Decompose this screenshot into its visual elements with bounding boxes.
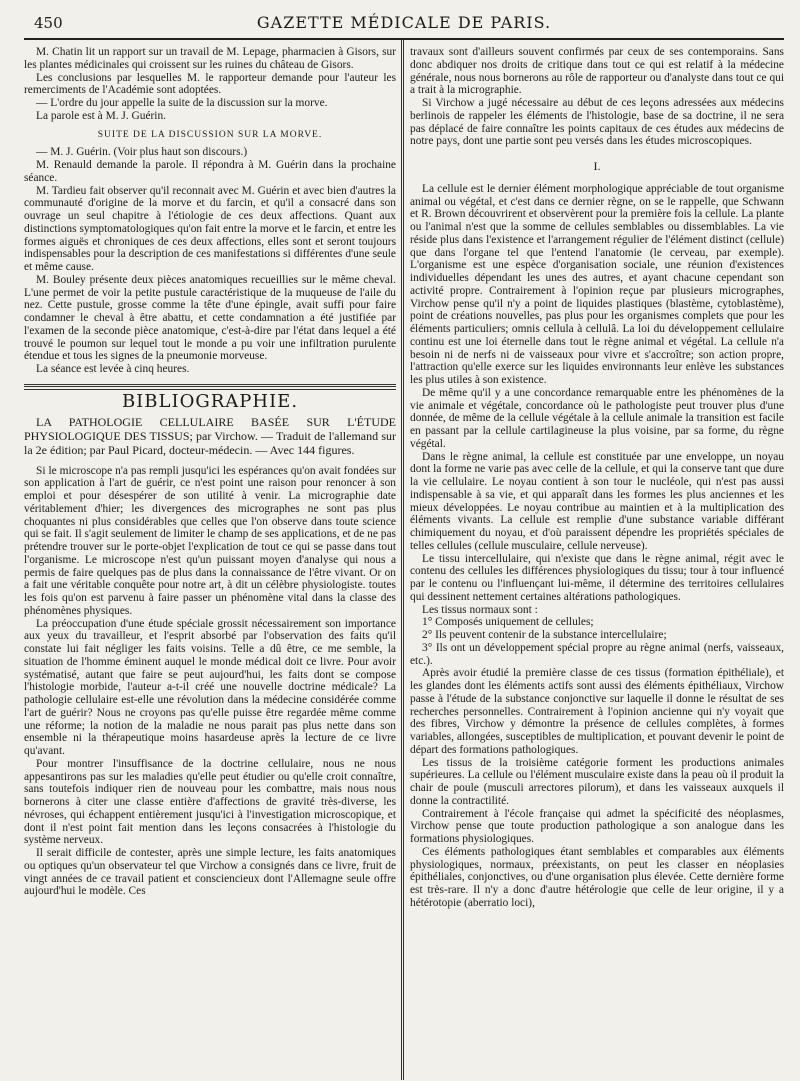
section-heading: SUITE DE LA DISCUSSION SUR LA MORVE.: [97, 129, 323, 140]
list-item: 3° Ils ont un développement spécial propre au règne animal (nerfs, vaisseaux, etc.).: [410, 641, 784, 667]
paragraph: Ces éléments pathologiques étant semblables et comparables aux éléments physiologiques, normaux, préexistants, on peut les classer en néoplasies épithéliales, conjonctives, ou d'une organisation plus élevée. Cette dernière forme est très-rare. Il n'y a donc d'autre hétérologie que celle de leur origine, il y a hétérotopie (aberratio loci),: [410, 845, 784, 909]
rule: [24, 389, 396, 390]
paragraph: Il serait difficile de contester, après une simple lecture, les faits anatomiques ou optiques qu'un observateur tel que Virchow a consignés dans ce livre, fruit de vingt années de ce travail patient et consciencieux dont l'Allemagne seule offre aujourd'hui le modèle. Ces: [24, 847, 396, 898]
paragraph: Les conclusions par lesquelles M. le rapporteur demande pour l'auteur les remerciments de l'Académie sont adoptées.: [24, 71, 396, 97]
column-divider: [401, 40, 404, 1080]
paragraph: Les tissus normaux sont :: [422, 603, 538, 616]
right-column: [410, 46, 784, 910]
paragraph: Si le microscope n'a pas rempli jusqu'ici les espérances qu'on avait fondées sur son application à l'art de guérir, ce n'est point une raison pour renoncer à son emploi et pour désespérer de son utilité à venir. La micrographie date véritablement d'hier; les divergences des micrographes ne sont pas plus choquantes ni plus considérables que celles que l'on observe dans toute science qui se fait. Il s'agit seulement de limiter le champ de ses applications, et de ne pas prétendre trouver sur le porte-objet l'explication de tout ce qui se passe dans tout l'organisme. Le microscope n'est qu'un puissant moyen d'analyse qui nous a permis de faire quelques pas de plus dans la connaissance de l'être vivant. Or on a fait une véritable conquête pour notre art, à dit un célèbre physiologiste. toutes les fois qu'on est parvenu à faire passer un phénomène vital dans la classe des phénomènes physiques.: [24, 464, 396, 617]
paragraph: De même qu'il y a une concordance remarquable entre les phénomènes de la vie animale et végétale, concordance où le pathologiste peut trouver plus d'une donnée, de même de la cellule végétale à la cellule animale la transition est facile en passant par la cellule cartilagineuse la plus voisine, par sa forme, du règne végétal.: [410, 386, 784, 450]
paragraph: La séance est levée à cinq heures.: [36, 363, 190, 375]
paragraph: Si Virchow a jugé nécessaire au début de ces leçons adressées aux médecins berlinois de rappeler les éléments de l'histologie, base de sa doctrine, il ne sera pas déplacé de faire connaître les points capitaux de ces études aux médecins de notre pays, dont une partie sont peu versés dans les études microscopiques.: [410, 97, 784, 148]
paragraph: Le tissu intercellulaire, qui n'existe que dans le règne animal, régit avec le contenu des cellules les différences physiologiques du tissu; tour à tour influencé par le contenu ou l'influençant lui-même, il détermine des territoires cellulaires qui dessinent nettement certaines altérations pathologiques.: [410, 552, 784, 603]
page-header: [24, 12, 784, 40]
paragraph: Les tissus de la troisième catégorie forment les productions animales supérieures. La cellule ou l'élément musculaire existe dans la peau où il produit la chair de poule (musculi arrectores pilorum), et dans les vaisseaux auxquels il donne la contractilité.: [410, 756, 784, 807]
paragraph: Après avoir étudié la première classe de ces tissus (formation épithéliale), et les glandes dont les éléments actifs sont aussi des éléments épithéliaux, Virchow passe à l'étude de la substance conjonctive sur laquelle il donne le résultat de ses recherches personnelles. Contrairement à l'opinion ancienne qui n'y voyait que des fibres, Virchow y démontre la présence de cellules complètes, à formes variables, allongées, susceptibles de multiplication, et pouvant devenir le point de départ des formations pathologiques.: [410, 667, 784, 756]
journal-title: GAZETTE MÉDICALE DE PARIS.: [256, 13, 552, 32]
paragraph: M. Chatin lit un rapport sur un travail de M. Lepage, pharmacien à Gisors, sur les plantes médicinales qui croissent sur les ruines du château de Gisors.: [24, 46, 396, 71]
paragraph: M. Tardieu fait observer qu'il reconnait avec M. Guérin et avec bien d'autres la communauté d'origine de la morve et du farcin, et qu'il a consacré dans son ouvrage un seul chapitre à l'étiologie de ces deux affections. Quant aux distinctions symptomatologiques qu'on fait entre la morve et le farcin, et entre les formes aiguës et chroniques de ces deux affections, elles sont et seront toujours indispensables pour la description de ces manifestations si différentes d'une seule et même cause.: [24, 184, 396, 273]
paragraph: — M. J. Guérin. (Voir plus haut son discours.): [36, 146, 248, 159]
paragraph: La parole est à M. J. Guérin.: [36, 109, 167, 122]
book-reference: LA PATHOLOGIE CELLULAIRE BASÉE SUR L'ÉTUDE PHYSIOLOGIQUE DES TISSUS; par Virchow. — Traduit de l'allemand sur la 2e édition; par Paul Picard, docteur-médecin. — Avec 144 figures.: [24, 414, 396, 457]
left-column: [24, 46, 396, 898]
paragraph: Dans le règne animal, la cellule est constituée par une enveloppe, un noyau dont la forme ne varie pas avec celle de la cellule, et qui la conserve tant que dure la vie cellulaire. Le noyau contient à son tour le nucléole, qui n'est pas aussi indispensable à sa vie, et qui apparaît dans les formes les plus anciennes et les mieux développées. Le noyau contribue au maintien et à la multiplication des éléments vivants. La cellule est remplie d'une substance variable différant chimiquement du noyau, et d'où paraissent dépendre les propriétés spéciales de telles cellules (cellule musculaire, cellule nerveuse).: [410, 450, 784, 552]
paragraph: M. Renauld demande la parole. Il répondra à M. Guérin dans la prochaine séance.: [24, 159, 396, 184]
paragraph: travaux sont d'ailleurs souvent confirmés par ceux de ses contemporains. Sans donc abdiquer nos droits de critique dans tout ce qui est relatif à la médecine générale, nous nous bornerons au rôle de rapporteur ou d'analyste dans tout ce qui a trait à la micrographie.: [410, 46, 784, 97]
list-item: 2° Ils peuvent contenir de la substance intercellulaire;: [422, 629, 667, 641]
paragraph: Pour montrer l'insuffisance de la doctrine cellulaire, nous ne nous appesantirons pas sur les maladies qu'elle peut étudier ou qu'elle croit connaître, sans toutefois indiquer rien de nouveau pour les combattre, mais nous nous bornerons à citer une classe entière d'affections de gravité très-diverse, les névroses, qui échappent entièrement jusqu'ici à l'investigation microscopique, et dont il n'est point fait mention dans les leçons consacrées à l'histologie du système nerveux.: [24, 757, 396, 847]
paragraph: La préoccupation d'une étude spéciale grossit nécessairement son importance aux yeux du travailleur, et l'esprit absorbé par l'observation des faits qu'il constate lui fait négliger les faits voisins. Telle a dû être, ce me semble, la situation de l'homme éminent auquel le monde médical doit ce livre. Pour avoir systématisé, autant que faire se peut aujourd'hui, les faits dont se compose l'histologie morbide, l'auteur a-t-il créé une nouvelle doctrine médicale? La pathologie cellulaire est-elle une révolution dans la médecine considérée comme l'art de guérir? Nous ne croyons pas qu'elle puisse être regardée même comme une réforme; la notion de la maladie ne nous parait pas plus nette dans son ensemble ni la thérapeutique moins hasardeuse après la lecture de ce livre qu'avant.: [24, 617, 396, 757]
list-item: 1° Composés uniquement de cellules;: [422, 616, 594, 629]
paragraph: Contrairement à l'école française qui admet la spécificité des néoplasmes, Virchow pense que toute production pathologique a son analogue dans les formations physiologiques.: [410, 807, 784, 845]
bibliography-heading: BIBLIOGRAPHIE.: [121, 390, 299, 412]
paragraph: La cellule est le dernier élément morphologique appréciable de tout organisme animal ou végétal, et c'est dans ce dernier règne, on se le rappelle, que Schwann et R. Brown découvrirent et observèrent pour la première fois la cellule. La plante ou l'animal n'est que la somme de cellules semblables ou dissemblables. La vie réside plus dans l'existence et l'arrangement régulier de l'élément distinct (cellule) que dans l'organe tel que l'entend l'anatomie (le cerveau, par exemple). L'organisme est une espèce d'organisation sociale, une réunion d'existences individuelles dépendant les unes des autres, et ayant chacune cependant son activité propre. Contrairement à l'opinion reçue par plusieurs micrographes, Virchow pense qu'il n'y a point de liquides plastiques (blastème, cytoblastème), point de créations nouvelles, pas plus pour les organismes complets que pour les éléments particuliers; omnis cellula à cellulâ. La loi du développement cellulaire continu est une loi éternelle dans tout le règne animal et végétal. La cellule n'a besoin ni de nerfs ni de vaisseaux pour vivre et s'accroître; son action propre, l'attraction qu'elle exerce sur les liquides environnants leur enlève les substances les plus utiles à son existence.: [410, 182, 784, 386]
section-number: I.: [593, 159, 601, 173]
paragraph: — L'ordre du jour appelle la suite de la discussion sur la morve.: [36, 97, 328, 109]
page-number: 450: [34, 14, 63, 32]
paragraph: M. Bouley présente deux pièces anatomiques recueillies sur le même cheval. L'une permet de voir la petite pustule caractéristique de la muqueuse de l'aile du nez. Cette pustule, grosse comme la tête d'une épingle, avait suffi pour faire condamner le cheval à être abattu, et cette condamnation a été justifiée par l'examen de la seconde pièce anatomique, c'est-à-dire par l'état dans lequel a été trouvé le poumon sur lequel tout le monde a pu voir une infiltration purulente étendue et tous les signes de la pneumonie morveuse.: [24, 273, 396, 363]
double-rule: [24, 384, 396, 387]
